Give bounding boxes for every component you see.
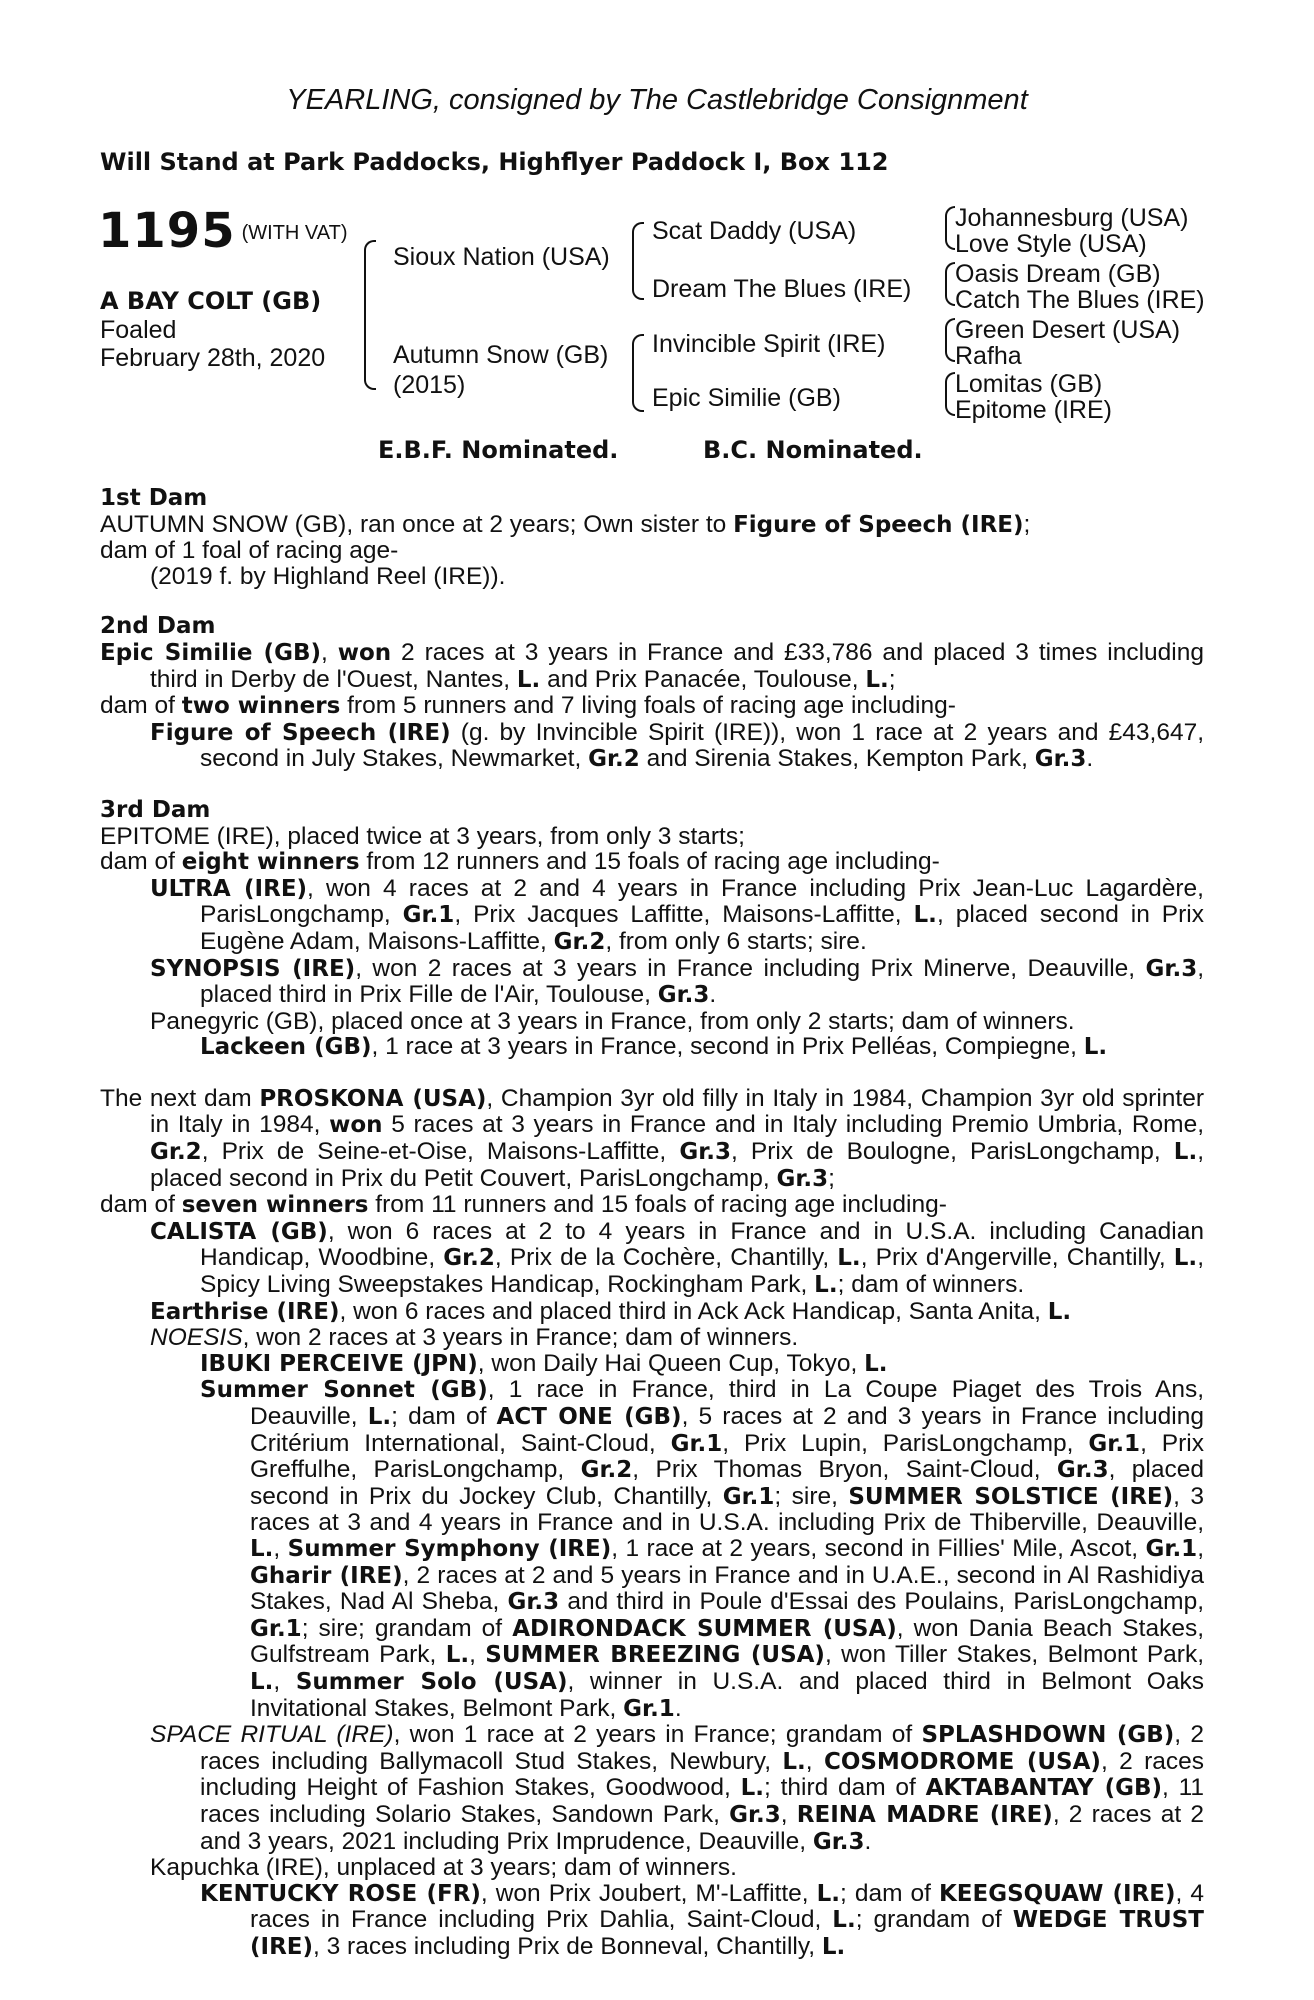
- dam: Autumn Snow (GB): [393, 341, 609, 369]
- ss-sire: Johannesburg (USA): [955, 204, 1189, 232]
- first-dam-heading: 1st Dam: [100, 485, 208, 511]
- third-dam-text: EPITOME (IRE), placed twice at 3 years, from only 3 starts;: [100, 822, 745, 850]
- second-dam-foal: Figure of Speech (IRE) (g. by Invincible Spirit (IRE)), won 1 race at 2 years and £43,647, second in July Stakes, Newmarket, Gr.2 and Sirenia Stakes, Kempton Park, Gr.3.: [150, 718, 1205, 773]
- next-dam-text: The next dam PROSKONA (USA), Champion 3yr old filly in Italy in 1984, Champion 3yr old sprinter in Italy in 1984, won 5 races at 3 years in France and in Italy including Premio Umbria, Rome, Gr.2, Prix de Seine-et-Oise, Maisons-Laffitte, Gr.3, Prix de Boulogne, ParisLongchamp, L., placed second in Prix du Petit Couvert, ParisLongchamp, Gr.3;: [100, 1084, 1205, 1192]
- next-dam-foal-5: Kapuchka (IRE), unplaced at 3 years; dam of winners.: [150, 1854, 737, 1882]
- stand-location: Will Stand at Park Paddocks, Highflyer Paddock I, Box 112: [100, 148, 889, 176]
- dam-sire: Invincible Spirit (IRE): [652, 330, 886, 358]
- second-dam-text: Epic Similie (GB), won 2 races at 3 years in France and £33,786 and placed 3 times including third in Derby de l'Ouest, Nantes, L. and Prix Panacée, Toulouse, L.;: [100, 638, 1204, 693]
- sire-dam: Dream The Blues (IRE): [652, 275, 912, 303]
- sd-dam: Catch The Blues (IRE): [955, 286, 1205, 314]
- dam-dam: Epic Similie (GB): [652, 384, 841, 412]
- dam-line: [100, 486, 1204, 1960]
- pedigree-bracket-dd: [945, 372, 955, 416]
- kapuchka-foal: KENTUCKY ROSE (FR), won Prix Joubert, M'-Laffitte, L.; dam of KEEGSQUAW (IRE), 4 races in France including Prix Dahlia, Saint-Cloud, L.; grandam of WEDGE TRUST (IRE), 3 races including Prix de Bonneval, Chantilly, L.: [200, 1879, 1204, 1960]
- lot-description: A BAY COLT (GB): [100, 287, 322, 315]
- third-dam-heading: 3rd Dam: [100, 796, 211, 823]
- pedigree-bracket-sd: [945, 262, 955, 306]
- ds-sire: Green Desert (USA): [955, 316, 1181, 344]
- bc-nomination: B.C. Nominated.: [703, 436, 923, 464]
- ss-dam: Love Style (USA): [955, 230, 1147, 258]
- foaled-date: February 28th, 2020: [100, 344, 326, 372]
- sire: Sioux Nation (USA): [393, 243, 610, 271]
- third-dam-foal-1: ULTRA (IRE), won 4 races at 2 and 4 years in France including Prix Jean-Luc Lagardère, ParisLongchamp, Gr.1, Prix Jacques Laffitte, Maisons-Laffitte, L., placed second in Prix Eugène Adam, Maisons-Laffitte, Gr.2, from only 6 starts; sire.: [150, 874, 1205, 955]
- ebf-nomination: E.B.F. Nominated.: [378, 436, 619, 464]
- first-dam-text-2: dam of 1 foal of racing age-: [100, 537, 399, 565]
- next-dam-produce: dam of seven winners from 11 runners and 15 foals of racing age including-: [100, 1191, 947, 1219]
- second-dam-produce: dam of two winners from 5 runners and 7 living foals of racing age including-: [100, 692, 956, 720]
- pedigree-bracket-main: [364, 240, 376, 390]
- noesis-foal-1: IBUKI PERCEIVE (JPN), won Daily Hai Queen Cup, Tokyo, L.: [200, 1349, 888, 1377]
- next-dam-foal-3: NOESIS, won 2 races at 3 years in France; dam of winners.: [150, 1324, 799, 1352]
- foaled-label: Foaled: [100, 316, 177, 344]
- pedigree-bracket-dam: [632, 334, 644, 412]
- lot-number: [98, 203, 348, 259]
- sd-sire: Oasis Dream (GB): [955, 260, 1161, 288]
- lot-number-value: 1195: [98, 203, 236, 259]
- page-title: YEARLING, consigned by The Castlebridge Consignment: [286, 84, 1028, 116]
- first-dam-foal: (2019 f. by Highland Reel (IRE)).: [150, 562, 506, 590]
- third-dam-produce: dam of eight winners from 12 runners and 15 foals of racing age including-: [100, 848, 940, 876]
- pedigree-bracket-ss: [945, 206, 955, 250]
- pedigree-bracket-sire: [632, 222, 644, 300]
- dd-dam: Epitome (IRE): [955, 396, 1112, 424]
- ds-dam: Rafha: [955, 342, 1022, 370]
- next-dam-foal-4: SPACE RITUAL (IRE), won 1 race at 2 years in France; grandam of SPLASHDOWN (GB), 2 races including Ballymacoll Stud Stakes, Newbury, L., COSMODROME (USA), 2 races including Height of Fashion Stakes, Goodwood, L.; third dam of AKTABANTAY (GB), 11 races including Solario Stakes, Sandown Park, Gr.3, REINA MADRE (IRE), 2 races at 2 and 3 years, 2021 including Prix Imprudence, Deauville, Gr.3.: [150, 1721, 1204, 1855]
- dd-sire: Lomitas (GB): [955, 370, 1103, 398]
- sire-sire: Scat Daddy (USA): [652, 217, 857, 245]
- third-dam-foal-3: Panegyric (GB), placed once at 3 years in France, from only 2 starts; dam of winners.: [150, 1007, 1075, 1035]
- noesis-foal-2: Summer Sonnet (GB), 1 race in France, third in La Coupe Piaget des Trois Ans, Deauville, L.; dam of ACT ONE (GB), 5 races at 2 and 3 years in France including Critérium International, Saint-Cloud, Gr.1, Prix Lupin, ParisLongchamp, Gr.1, Prix Greffulhe, ParisLongchamp, Gr.2, Prix Thomas Bryon, Saint-Cloud, Gr.3, placed second in Prix du Jockey Club, Chantilly, Gr.1; sire, SUMMER SOLSTICE (IRE), 3 races at 3 and 4 years in France and in U.S.A. including Prix de Thiberville, Deauville, L., Summer Symphony (IRE), 1 race at 2 years, second in Fillies' Mile, Ascot, Gr.1, Gharir (IRE), 2 races at 2 and 5 years in France and in U.A.E., second in Al Rashidiya Stakes, Nad Al Sheba, Gr.3 and third in Poule d'Essai des Poulains, ParisLongchamp, Gr.1; sire; grandam of ADIRONDACK SUMMER (USA), won Dania Beach Stakes, Gulfstream Park, L., SUMMER BREEZING (USA), won Tiller Stakes, Belmont Park, L., Summer Solo (USA), winner in U.S.A. and placed third in Belmont Oaks Invitational Stakes, Belmont Park, Gr.1.: [200, 1376, 1205, 1722]
- next-dam-foal-1: CALISTA (GB), won 6 races at 2 to 4 years in France and in U.S.A. including Canadian Handicap, Woodbine, Gr.2, Prix de la Cochère, Chantilly, L., Prix d'Angerville, Chantilly, L., Spicy Living Sweepstakes Handicap, Rockingham Park, L.; dam of winners.: [150, 1217, 1204, 1299]
- third-dam-grandfoal: Lackeen (GB), 1 race at 3 years in France, second in Prix Pelléas, Compiegne, L.: [200, 1033, 1108, 1061]
- pedigree-bracket-ds: [945, 318, 955, 362]
- vat-note: (WITH VAT): [241, 222, 348, 244]
- foaled-info: [100, 316, 325, 372]
- second-dam-heading: 2nd Dam: [100, 613, 216, 640]
- next-dam-foal-2: Earthrise (IRE), won 6 races and placed third in Ack Ack Handicap, Santa Anita, L.: [150, 1297, 1072, 1325]
- first-dam-text: AUTUMN SNOW (GB), ran once at 2 years; Own sister to Figure of Speech (IRE);: [100, 510, 1031, 538]
- dam-year: (2015): [393, 371, 466, 399]
- third-dam-foal-2: SYNOPSIS (IRE), won 2 races at 3 years in France including Prix Minerve, Deauville, Gr.3, placed third in Prix Fille de l'Air, Toulouse, Gr.3.: [150, 954, 1205, 1009]
